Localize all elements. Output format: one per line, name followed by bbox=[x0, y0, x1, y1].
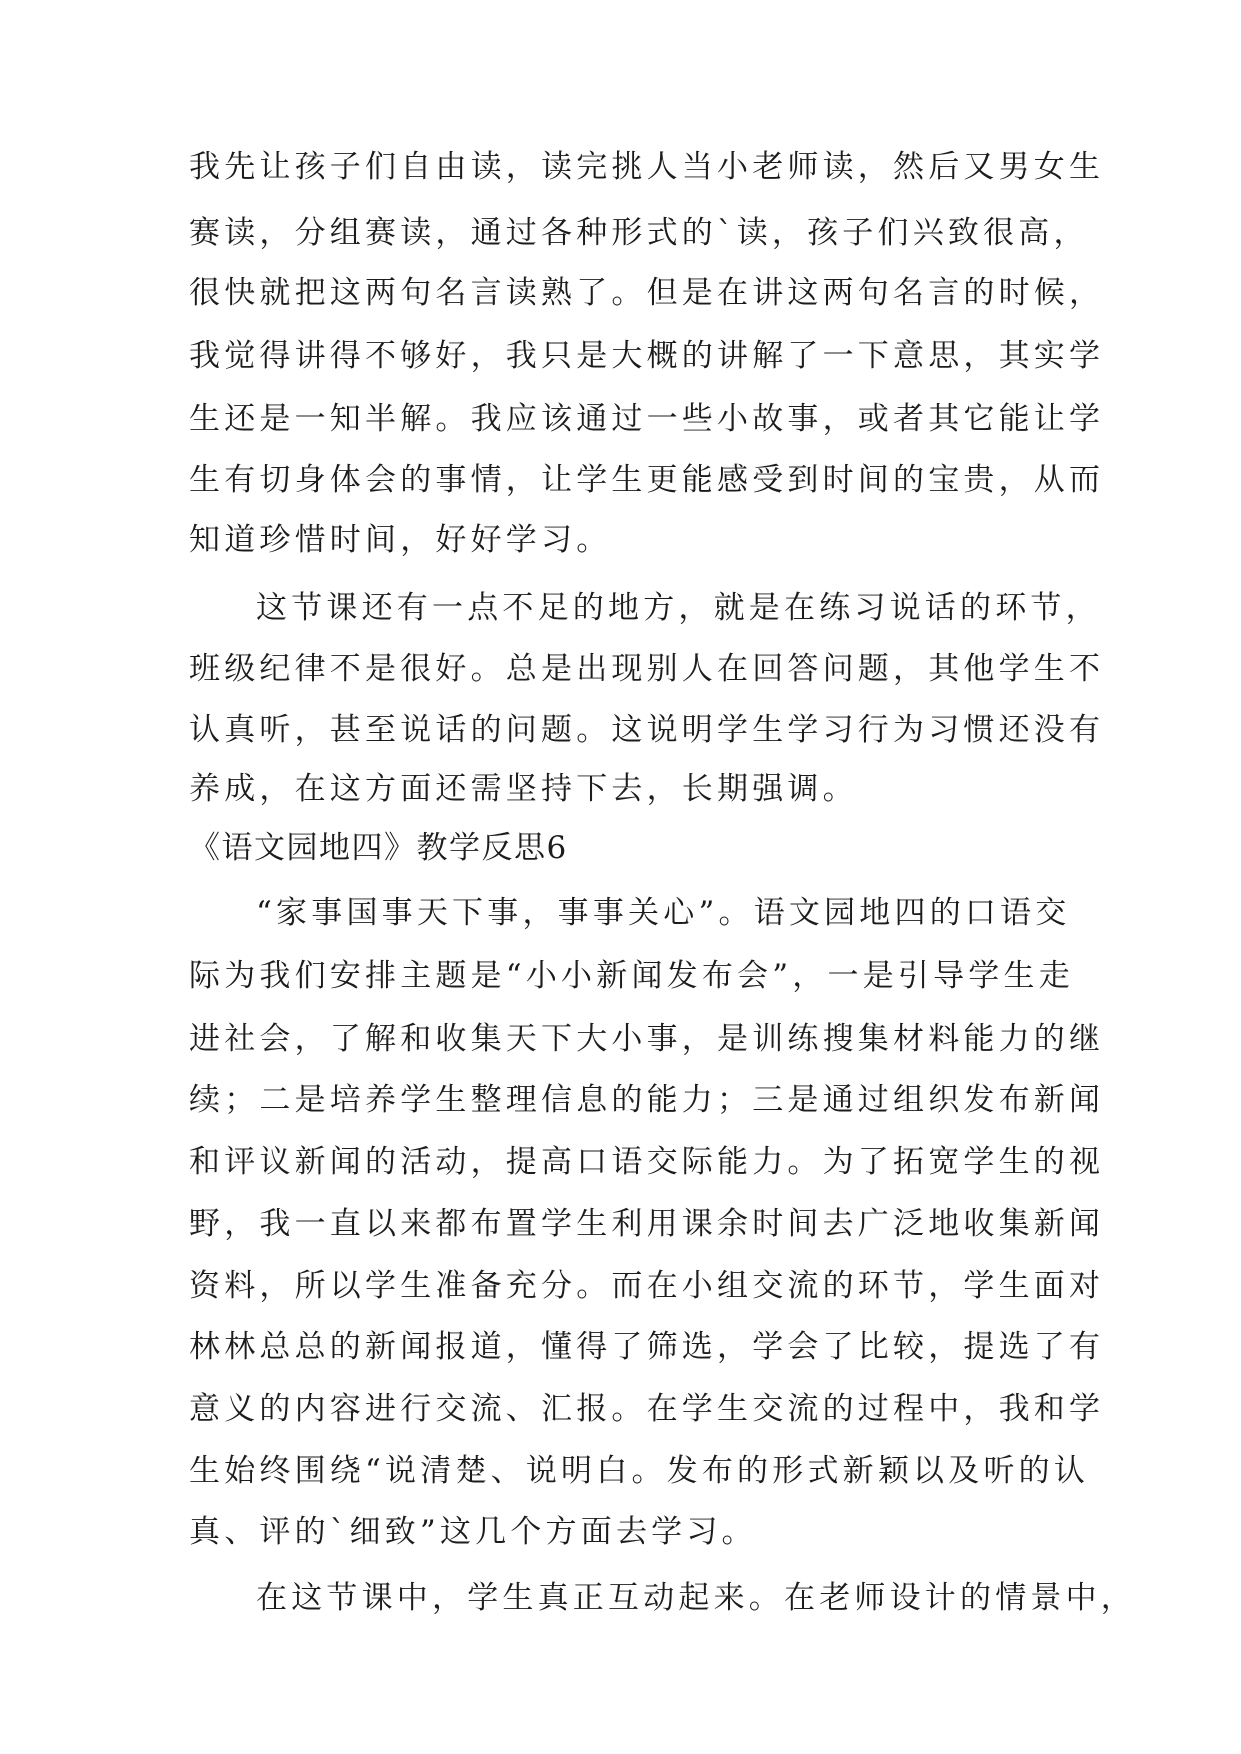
text-line: 赛读，分组赛读，通过各种形式的`读，孩子们兴致很高， bbox=[189, 215, 1089, 251]
text-line: 林林总总的新闻报道，懂得了筛选，学会了比较，提选了有 bbox=[189, 1329, 1105, 1365]
text-line: 野，我一直以来都布置学生利用课余时间去广泛地收集新闻 bbox=[189, 1206, 1105, 1242]
text-line: 生有切身体会的事情，让学生更能感受到时间的宝贵，从而 bbox=[189, 462, 1105, 498]
text-line: 认真听，甚至说话的问题。这说明学生学习行为习惯还没有 bbox=[189, 712, 1105, 748]
text-line: 班级纪律不是很好。总是出现别人在回答问题，其他学生不 bbox=[189, 651, 1105, 687]
section-heading: 《语文园地四》教学反思6 bbox=[189, 830, 568, 866]
text-line: 意义的内容进行交流、汇报。在学生交流的过程中，我和学 bbox=[189, 1391, 1105, 1427]
text-line: 续；二是培养学生整理信息的能力；三是通过组织发布新闻 bbox=[189, 1082, 1105, 1118]
text-line: 很快就把这两句名言读熟了。但是在讲这两句名言的时候， bbox=[189, 275, 1105, 311]
text-line: 真、评的`细致”这几个方面去学习。 bbox=[189, 1514, 757, 1550]
text-line: 养成，在这方面还需坚持下去，长期强调。 bbox=[189, 771, 858, 807]
paragraph-first-line: 在这节课中，学生真正互动起来。在老师设计的情景中， bbox=[256, 1580, 1136, 1616]
text-line: 资料，所以学生准备充分。而在小组交流的环节，学生面对 bbox=[189, 1268, 1105, 1304]
text-line: 和评议新闻的活动，提高口语交际能力。为了拓宽学生的视 bbox=[189, 1144, 1105, 1180]
text-line: 我先让孩子们自由读，读完挑人当小老师读，然后又男女生 bbox=[189, 149, 1105, 185]
text-line: 际为我们安排主题是“小小新闻发布会”，一是引导学生走 bbox=[189, 958, 1074, 994]
text-line: 我觉得讲得不够好，我只是大概的讲解了一下意思，其实学 bbox=[189, 338, 1105, 374]
paragraph-first-line: 这节课还有一点不足的地方，就是在练习说话的环节， bbox=[256, 590, 1101, 626]
paragraph-first-line: “家事国事天下事，事事关心”。语文园地四的口语交 bbox=[256, 895, 1071, 931]
text-line: 生还是一知半解。我应该通过一些小故事，或者其它能让学 bbox=[189, 401, 1105, 437]
text-line: 知道珍惜时间，好好学习。 bbox=[189, 522, 612, 558]
text-line: 生始终围绕“说清楚、说明白。发布的形式新颖以及听的认 bbox=[189, 1453, 1090, 1489]
text-line: 进社会，了解和收集天下大小事，是训练搜集材料能力的继 bbox=[189, 1021, 1105, 1057]
